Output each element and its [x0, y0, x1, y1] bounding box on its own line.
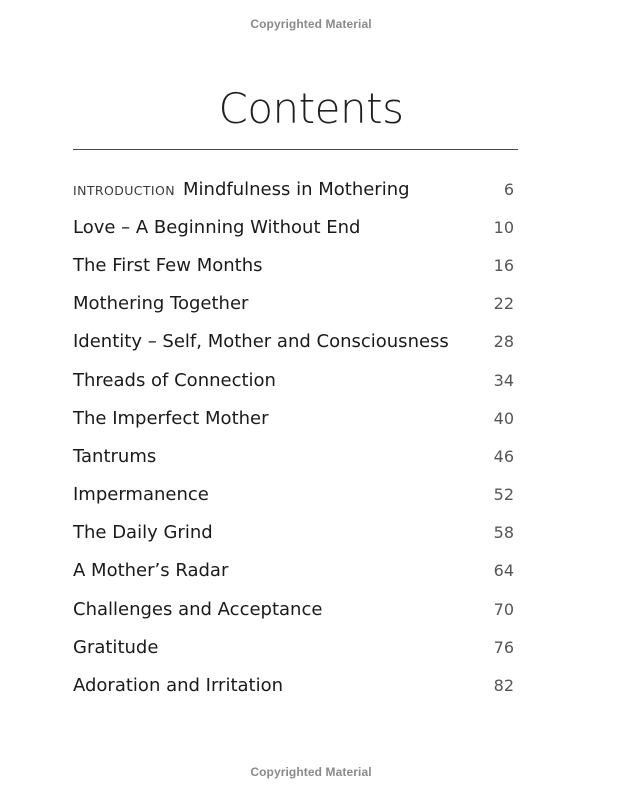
toc-entry-title: Threads of Connection: [73, 369, 276, 391]
toc-entry-title: [73, 179, 410, 200]
toc-entry-page-number: 82: [493, 676, 514, 696]
toc-entry-page-number: 58: [493, 523, 514, 543]
toc-entry: [73, 361, 514, 399]
toc-entry: [73, 285, 514, 323]
toc-entry: [73, 666, 514, 704]
toc-entry: [73, 590, 514, 628]
toc-entry-page-number: 6: [503, 179, 514, 199]
table-of-contents: [73, 170, 514, 705]
toc-entry-title: Impermanence: [73, 484, 209, 506]
toc-entry-page-number: 52: [493, 485, 514, 505]
toc-entry-page-number: 40: [493, 408, 514, 428]
toc-entry: [73, 437, 514, 475]
toc-entry-title: Love – A Beginning Without End: [73, 216, 361, 238]
toc-entry-page-number: 46: [493, 446, 514, 466]
toc-entry: [73, 514, 514, 552]
toc-entry: [73, 628, 514, 666]
toc-entry-title: Tantrums: [73, 445, 157, 467]
toc-entry: [73, 246, 514, 284]
toc-entry: [73, 476, 514, 514]
toc-entry-page-number: 70: [493, 599, 514, 619]
toc-entry-title: The Imperfect Mother: [73, 407, 269, 429]
toc-entry-prefix: INTRODUCTION: [73, 182, 176, 198]
toc-entry: [73, 552, 514, 590]
toc-entry-title: Identity – Self, Mother and Consciousness: [73, 331, 449, 353]
toc-entry-page-number: 10: [493, 217, 514, 237]
copyright-watermark-top: Copyrighted Material: [250, 17, 372, 31]
toc-entry-page-number: 64: [493, 561, 514, 581]
toc-entry-page-number: 76: [493, 637, 514, 657]
toc-entry-title: A Mother’s Radar: [73, 560, 229, 582]
page-title: Contents: [218, 84, 404, 133]
toc-entry: [73, 323, 514, 361]
toc-entry-page-number: 16: [493, 255, 514, 275]
toc-entry-title: Challenges and Acceptance: [73, 598, 323, 620]
toc-entry-title: The Daily Grind: [73, 522, 213, 544]
title-divider: [73, 149, 518, 150]
toc-entry-page-number: 28: [493, 332, 514, 352]
toc-entry-title: Gratitude: [73, 636, 159, 658]
toc-entry-title: Adoration and Irritation: [73, 675, 284, 697]
toc-entry: [73, 208, 514, 246]
toc-entry-page-number: 34: [493, 370, 514, 390]
toc-entry-title: The First Few Months: [73, 254, 263, 276]
copyright-watermark-bottom: Copyrighted Material: [250, 765, 372, 779]
toc-entry-introduction: [73, 170, 514, 208]
toc-entry-title-text: Mindfulness in Mothering: [183, 178, 410, 200]
toc-entry: [73, 399, 514, 437]
toc-entry-title: Mothering Together: [73, 293, 249, 315]
toc-entry-page-number: 22: [493, 294, 514, 314]
